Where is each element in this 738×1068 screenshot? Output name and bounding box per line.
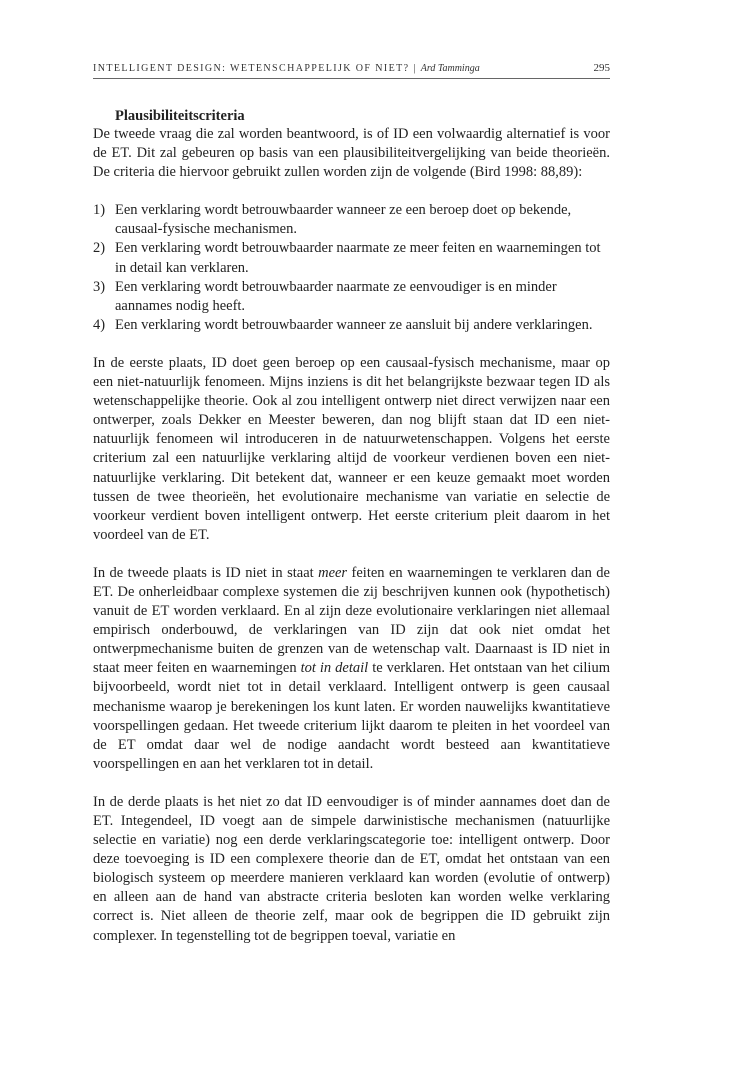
list-number: 2) [93,240,106,257]
p2-text-c: te verklaren. Het ontstaan van het cilium bijvoorbeeld, wordt niet tot in detail verklaard. Intelligent ontwerp is geen causaal mechanisme waarop je berekeningen los kunt laten. Er worden nauwelijks kwantitatieve voorspellingen gedaan. Het tweede criterium lijkt daarom te pleiten in het voordeel van de ET omdat daar wel de nodige aandacht wordt besteed aan kwantitatieve voorspellingen en aan het verklaren tot in detail. [93,660,610,772]
p2-emphasis-detail: tot in detail [300,660,369,677]
list-number: 1) [93,202,106,219]
list-item [93,278,610,316]
list-number: 3) [93,278,106,295]
page [93,62,610,946]
criteria-list [93,201,610,335]
page-number: 295 [593,62,610,74]
p2-text-b: feiten en waarnemingen te verklaren dan de ET. De onherleidbaar complexe systemen die zij beschrijven kunnen ook (hypothetisch) vanuit de ET worden verklaard. En al zijn deze evolutionaire verklaringen niet allemaal empirisch onderbouwd, de verklaringen van ID zijn dat ook niet omdat het ontwerpmechanisme buiten de grenzen van de wetenschap valt. Daarnaast is ID niet in staat meer feiten en waarnemingen [93,564,610,677]
list-number: 4) [93,316,106,333]
body-paragraph-2 [93,564,610,774]
list-text: Een verklaring wordt betrouwbaarder wanneer ze een beroep doet op bekende, causaal-fysische mechanismen. [115,202,572,238]
body-paragraph-1: In de eerste plaats, ID doet geen beroep op een causaal-fysisch mechanisme, maar op een niet-natuurlijk fenomeen. Mijns inziens is dit het belangrijkste bezwaar tegen ID als wetenschappelijke theorie. Ook al zou intelligent ontwerp niet direct verwijzen naar een ontwerper, zoals Dekker en Meester beweren, dan nog blijft staan dat ID een niet-natuurlijk fenomeen wil introduceren in de natuurwetenschappen. Volgens het eerste criterium zal een natuurlijke verklaring altijd de voorkeur verdienen boven een niet-natuurlijke verklaring. Dit betekent dat, wanneer er een keuze gemaakt moet worden tussen de twee theorieën, het evolutionaire mechanisme van variatie en selectie de voorkeur verdient boven intelligent ontwerp. Het eerste criterium pleit daarom in het voordeel van de ET. [93,354,610,543]
header-author: Ard Tamminga [420,63,480,74]
section-heading: Plausibiliteitscriteria [115,108,245,124]
running-title [93,63,480,74]
list-text: Een verklaring wordt betrouwbaarder wanneer ze aansluit bij andere verklaringen. [115,316,593,333]
list-text: Een verklaring wordt betrouwbaarder naarmate ze eenvoudiger is en minder aannames nodig heeft. [115,278,557,314]
list-text: Een verklaring wordt betrouwbaarder naarmate ze meer feiten en waarnemingen tot in detail kan verklaren. [115,240,601,276]
body-paragraph-3: In de derde plaats is het niet zo dat ID eenvoudiger is of minder aannames doet dan de ET. Integendeel, ID voegt aan de simpele darwinistische mechanismen (natuurlijke selectie en variatie) nog een derde verklaringscategorie toe: intelligent ontwerp. Door deze toevoeging is ID een complexere theorie dan de ET, omdat het ontstaan van een biologisch systeem op meerdere manieren verklaard kan worden (evolutie of ontwerp) en alleen aan de hand van abstracte criteria besloten kan worden welke verklaring correct is. Niet alleen de theorie zelf, maar ook de begrippen die ID gebruikt zijn complexer. In tegenstelling tot de begrippen toeval, variatie en [93,793,610,944]
list-item [93,201,610,239]
list-item [93,239,610,277]
running-header [93,62,610,79]
header-separator: | [413,63,417,74]
p2-text-a: In de tweede plaats is ID niet in staat [93,564,319,581]
intro-paragraph: De tweede vraag die zal worden beantwoord, is of ID een volwaardig alternatief is voor de ET. Dit zal gebeuren op basis van een plausibiliteitvergelijking van beide theorieën. De criteria die hiervoor gebruikt zullen worden zijn de volgende (Bird 1998: 88,89): [93,126,610,181]
list-item [93,316,610,335]
header-title: INTELLIGENT DESIGN: WETENSCHAPPELIJK OF NIET? [93,63,410,74]
p2-emphasis-meer: meer [318,564,348,581]
